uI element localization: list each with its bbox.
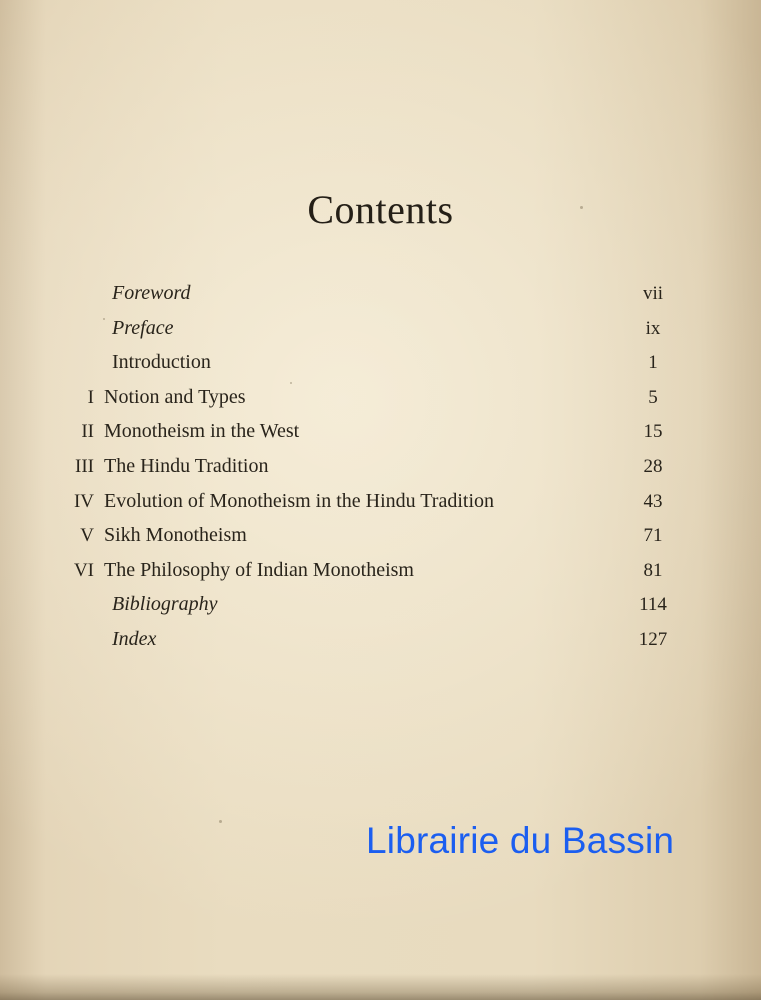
toc-entry-bibliography[interactable]	[48, 593, 688, 628]
toc-entry-chapter-v[interactable]	[48, 524, 688, 559]
toc-label: Notion and Types	[104, 385, 246, 408]
toc-page-number: 43	[643, 490, 663, 512]
toc-entry-chapter-iv[interactable]	[48, 490, 688, 525]
toc-page-number: 15	[643, 421, 663, 443]
toc-entry-preface[interactable]	[48, 317, 688, 352]
toc-entry-foreword[interactable]	[48, 282, 688, 317]
toc-label: Evolution of Monotheism in the Hindu Tradition	[104, 489, 495, 512]
toc-label: Preface	[112, 316, 174, 339]
page-title: Contents	[307, 187, 454, 232]
toc-page-number: 71	[643, 525, 663, 547]
toc-page-number: 5	[648, 386, 658, 408]
toc-numeral: IV	[73, 490, 94, 512]
toc-entry-chapter-vi[interactable]	[48, 559, 688, 594]
toc-numeral: V	[80, 525, 94, 547]
toc-page-number: 114	[639, 594, 667, 616]
table-of-contents	[48, 282, 688, 663]
toc-label: The Philosophy of Indian Monotheism	[104, 558, 414, 581]
toc-label: Sikh Monotheism	[104, 524, 247, 547]
toc-label: Introduction	[112, 351, 211, 374]
toc-label: Index	[112, 627, 157, 650]
watermark-text: Librairie du Bassin	[366, 820, 675, 861]
toc-page-number: 28	[643, 455, 663, 477]
toc-numeral: II	[81, 421, 94, 443]
toc-label: Monotheism in the West	[104, 420, 300, 443]
paper-speck	[219, 820, 222, 823]
toc-page-number: vii	[642, 283, 664, 304]
toc-entry-chapter-ii[interactable]	[48, 420, 688, 455]
toc-page-number: 81	[643, 559, 663, 581]
toc-entry-index[interactable]	[48, 628, 688, 663]
toc-numeral: III	[75, 455, 94, 477]
toc-entry-introduction[interactable]	[48, 351, 688, 386]
toc-entry-chapter-i[interactable]	[48, 386, 688, 421]
toc-page-number: 127	[638, 628, 668, 650]
toc-label: Foreword	[112, 282, 191, 304]
toc-page-number: ix	[645, 317, 661, 339]
toc-numeral: I	[87, 386, 94, 408]
toc-numeral: VI	[73, 559, 94, 581]
toc-page-number: 1	[648, 352, 658, 374]
toc-label: Bibliography	[112, 593, 218, 616]
toc-label: The Hindu Tradition	[104, 454, 269, 477]
toc-entry-chapter-iii[interactable]	[48, 455, 688, 490]
